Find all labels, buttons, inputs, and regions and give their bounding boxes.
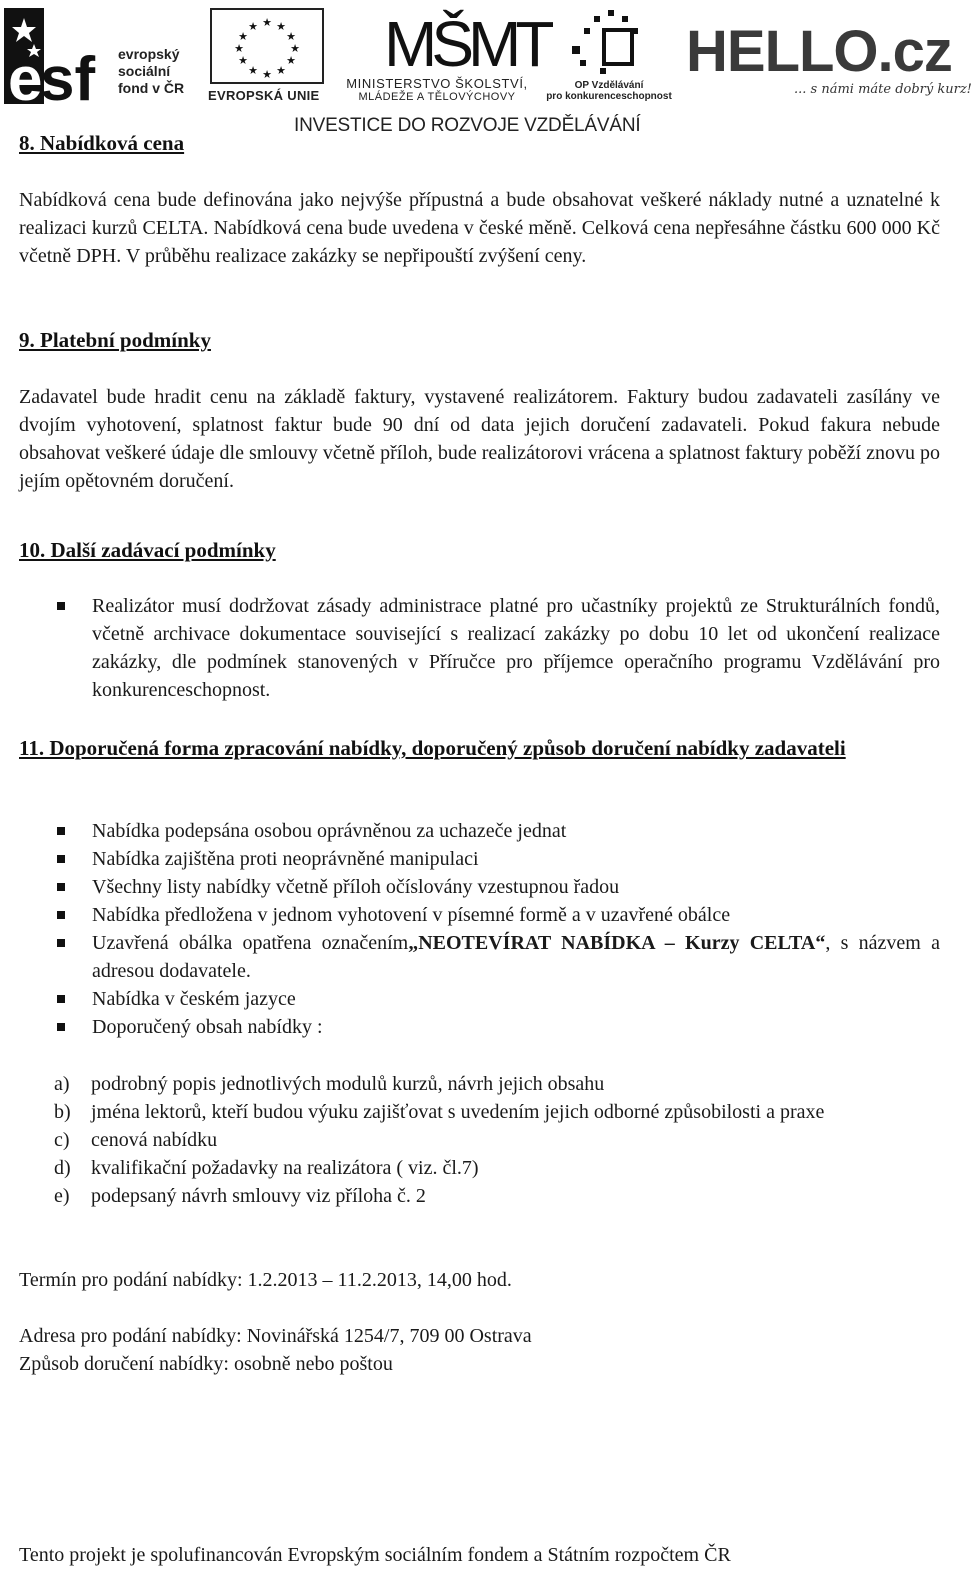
section-11-list	[19, 817, 940, 1041]
envelope-text-prefix: Uzavřená obálka opatřena označením	[92, 932, 409, 954]
msmt-logo	[334, 4, 549, 108]
list-marker: d)	[54, 1157, 71, 1179]
esf-logo	[4, 8, 204, 114]
list-item-text: Realizátor musí dodržovat zásady administrace platné pro učastníky projektů ze Strukturálních fondů, včetně archivace dokumentace související s realizací zakázky po dobu 10 let od ukončení realizace zakázky, dle podmínek stanovených v Příručce pro příjemce operačního programu Vzdělávání pro konkurenceschopnost.	[92, 595, 940, 701]
svg-text:★: ★	[238, 54, 248, 67]
svg-text:★: ★	[290, 42, 300, 55]
bullet-square-icon	[57, 883, 65, 891]
msmt-logo-line: MLÁDEŽE A TĚLOVÝCHOVY	[358, 91, 516, 103]
section-10-list	[19, 592, 940, 704]
svg-text:★: ★	[286, 30, 296, 43]
op-logo-mark	[570, 6, 650, 78]
eu-logo-label: EVROPSKÁ UNIE	[208, 88, 320, 103]
bullet-square-icon	[57, 827, 65, 835]
list-marker: a)	[54, 1073, 70, 1095]
submission-deadline: Termín pro podání nabídky: 1.2.2013 – 11.2.2013, 14,00 hod.	[19, 1269, 512, 1291]
list-item	[19, 1070, 940, 1098]
esf-logo-line: fond v ČR	[118, 80, 185, 96]
op-logo	[542, 6, 676, 106]
esf-logo-mark	[4, 8, 116, 114]
footer-note: Tento projekt je spolufinancován Evropským sociálním fondem a Státním rozpočtem ČR	[19, 1544, 731, 1566]
list-marker: e)	[54, 1185, 70, 1207]
svg-text:★: ★	[248, 20, 258, 33]
list-item-text: Všechny listy nabídky včetně příloh očíslovány vzestupnou řadou	[92, 876, 620, 898]
list-item-text: podrobný popis jednotlivých modulů kurzů, návrh jejich obsahu	[91, 1073, 605, 1095]
list-item	[19, 1126, 940, 1154]
list-item	[19, 901, 940, 929]
section-11-heading: 11. Doporučená forma zpracování nabídky, doporučený způsob doručení nabídky zadavateli	[19, 736, 846, 760]
bullet-square-icon	[57, 995, 65, 1003]
list-item-text: kvalifikační požadavky na realizátora ( viz. čl.7)	[91, 1157, 479, 1179]
svg-text:MŠMT: MŠMT	[384, 8, 549, 80]
list-item-text: jména lektorů, kteří budou výuku zajišťovat s uvedením jejich odborné způsobilosti a praxe	[91, 1101, 825, 1123]
svg-text:★: ★	[262, 16, 272, 29]
list-item	[19, 817, 940, 845]
hello-tagline: ... s námi máte dobrý kurz!	[794, 82, 972, 97]
envelope-text-suffix: , s názvem a adresou dodavatele.	[92, 932, 941, 982]
svg-text:e: e	[8, 45, 43, 114]
svg-text:★: ★	[262, 68, 272, 81]
bullet-square-icon	[57, 855, 65, 863]
envelope-label-bold: „NEOTEVÍRAT NABÍDKA – Kurzy CELTA“	[408, 932, 826, 954]
delivery-method: Způsob doručení nabídky: osobně nebo poštou	[19, 1353, 393, 1375]
submission-address: Adresa pro podání nabídky: Novinářská 1254/7, 709 00 Ostrava	[19, 1325, 532, 1347]
svg-text:sf: sf	[40, 45, 96, 114]
bullet-square-icon	[57, 939, 65, 947]
svg-text:★: ★	[276, 20, 286, 33]
section-9-text: Zadavatel bude hradit cenu na základě faktury, vystavené realizátorem. Faktury budou zadavateli zasílány ve dvojím vyhotovení, splatnost faktur bude 90 dní od data jejich doručení zadavateli. Pokud fakura nebude obsahovat veškeré údaje dle smlouvy včetně příloh, bude realizátorovi vrácena a splatnost faktury poběží znovu po jejím opětovném doručení.	[19, 386, 940, 492]
list-item	[19, 592, 940, 704]
logo-bar	[0, 0, 972, 140]
section-8-text: Nabídková cena bude definována jako nejvýše přípustná a bude obsahovat veškeré náklady nutné a uznatelné k realizaci kurzů CELTA. Nabídková cena bude uvedena v české měně. Celková cena nepřesáhne částku 600 000 Kč včetně DPH. V průběhu realizace zakázky se nepřipouští zvýšení ceny.	[19, 189, 940, 267]
msmt-logo-line: MINISTERSTVO ŠKOLSTVÍ,	[346, 76, 528, 91]
list-item	[19, 845, 940, 873]
list-item	[19, 1013, 940, 1041]
esf-logo-line: evropský	[118, 46, 180, 62]
hello-logo-wordmark: HELLO.cz	[686, 19, 952, 84]
bullet-square-icon	[57, 1023, 65, 1031]
list-item	[19, 929, 940, 985]
list-marker: b)	[54, 1101, 71, 1123]
list-item-text: Doporučený obsah nabídky :	[92, 1016, 323, 1038]
list-marker: c)	[54, 1129, 70, 1151]
section-10-heading: 10. Další zadávací podmínky	[19, 538, 276, 562]
bullet-square-icon	[57, 911, 65, 919]
list-item-text: Nabídka předložena v jednom vyhotovení v písemné formě a v uzavřené obálce	[92, 904, 731, 926]
eu-flag-icon	[210, 8, 324, 84]
list-item-text: Nabídka podepsána osobou oprávněnou za uchazeče jednat	[92, 820, 567, 842]
list-item-text: Nabídka zajištěna proti neoprávněné manipulaci	[92, 848, 479, 870]
list-item-text: cenová nabídku	[91, 1129, 218, 1151]
list-item	[19, 1182, 940, 1210]
svg-text:★: ★	[276, 64, 286, 77]
section-8-heading: 8. Nabídková cena	[19, 131, 185, 155]
hello-logo	[686, 6, 972, 106]
msmt-logo-mark	[384, 4, 549, 80]
eu-logo	[208, 8, 328, 104]
bullet-square-icon	[57, 602, 65, 610]
list-item	[19, 985, 940, 1013]
esf-logo-line: sociální	[118, 63, 171, 79]
op-logo-line: OP Vzdělávání	[574, 80, 644, 91]
list-item	[19, 1098, 940, 1126]
svg-text:★: ★	[234, 42, 244, 55]
offer-contents-list	[19, 1070, 940, 1210]
section-9-heading: 9. Platební podmínky	[19, 328, 211, 352]
list-item-text: podepsaný návrh smlouvy viz příloha č. 2	[91, 1185, 426, 1207]
op-logo-line: pro konkurenceschopnost	[546, 91, 672, 102]
banner-investice: INVESTICE DO ROZVOJE VZDĚLÁVÁNÍ	[294, 115, 641, 136]
list-item	[19, 873, 940, 901]
list-item-text: Nabídka v českém jazyce	[92, 988, 296, 1010]
svg-text:★: ★	[248, 64, 258, 77]
svg-text:★: ★	[238, 30, 248, 43]
list-item	[19, 1154, 940, 1182]
svg-text:★: ★	[286, 54, 296, 67]
